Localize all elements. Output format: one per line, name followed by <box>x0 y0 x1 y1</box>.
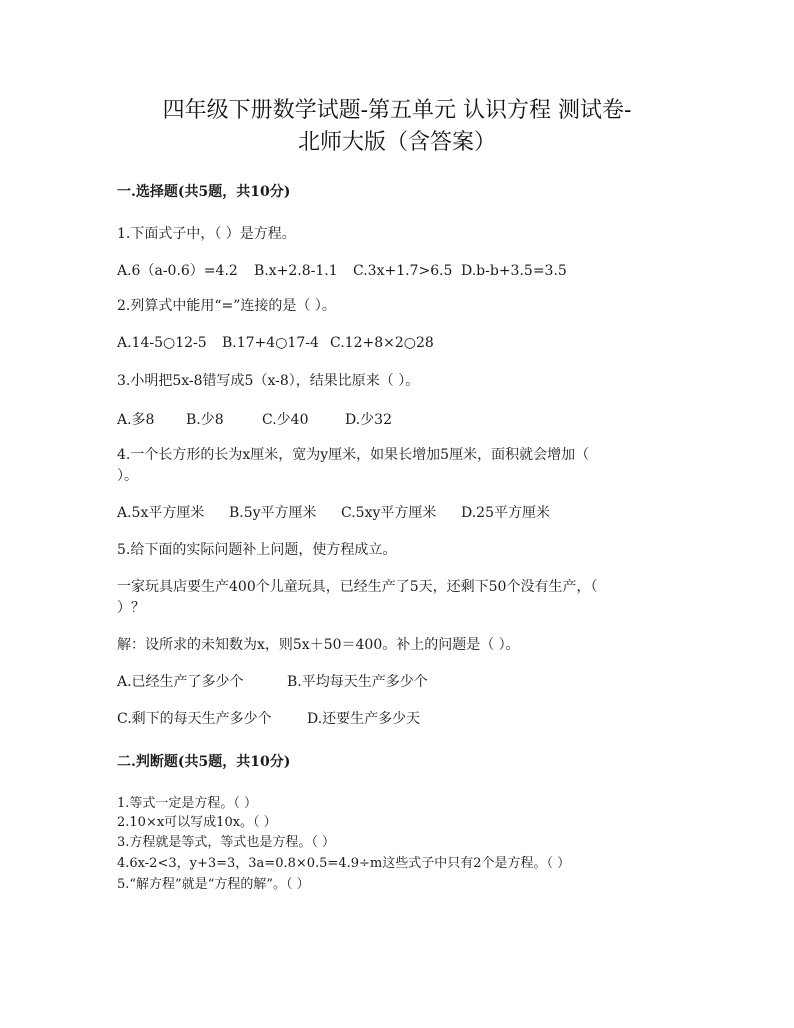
question-5-context-line-2: ）？ <box>117 600 145 616</box>
question-5-solution: 解：设所求的未知数为x，则5x＋50＝400。补上的问题是（ ）。 <box>117 637 520 653</box>
question-5-option-d: D.还要生产多少天 <box>307 711 421 727</box>
judgement-item-5: 5.“解方程”就是“方程的解”。（ ） <box>117 877 310 892</box>
judgement-item-4: 4.6x-2<3，y+3=3，3a=0.8×0.5=4.9÷m这些式子中只有2个是方程。（ ） <box>117 856 571 871</box>
question-5-options-row-2 <box>117 709 677 729</box>
question-1-option-b: B.x+2.8-1.1 <box>254 263 338 279</box>
question-1-text: 1.下面式子中，（ ）是方程。 <box>117 226 296 242</box>
question-3-option-d: D.少32 <box>345 412 392 428</box>
judgement-item-1: 1.等式一定是方程。（ ） <box>117 796 258 811</box>
document-title-line-2: 北师大版（含答案） <box>297 130 496 155</box>
question-2-options <box>117 333 677 353</box>
question-5-option-b: B.平均每天生产多少个 <box>287 674 428 690</box>
section-heading-choice: 一.选择题(共5题，共10分) <box>117 184 291 200</box>
question-1-option-a: A.6（a-0.6）=4.2 <box>117 263 238 279</box>
question-2-option-c: C.12+8×2○28 <box>330 335 434 351</box>
question-1-options <box>117 261 677 281</box>
question-3-option-b: B.少8 <box>186 412 224 428</box>
question-5-text: 5.给下面的实际问题补上问题，使方程成立。 <box>117 542 397 558</box>
question-4-option-a: A.5x平方厘米 <box>117 505 205 521</box>
question-5-options-row-1 <box>117 672 677 692</box>
question-5-option-c: C.剩下的每天生产多少个 <box>117 711 272 727</box>
question-4-option-b: B.5y平方厘米 <box>229 505 317 521</box>
question-1-option-d: D.b-b+3.5=3.5 <box>461 263 567 279</box>
question-5-context-line-1: 一家玩具店要生产400个儿童玩具，已经生产了5天，还剩下50个没有生产，（ <box>117 579 598 595</box>
question-3-text: 3.小明把5x-8错写成5（x-8），结果比原来（ ）。 <box>117 373 420 389</box>
question-2-option-b: B.17+4○17-4 <box>222 335 319 351</box>
question-3-options <box>117 410 677 430</box>
document-title-line-1: 四年级下册数学试题-第五单元 认识方程 测试卷- <box>162 98 632 123</box>
question-4-options <box>117 503 677 523</box>
question-4-option-d: D.25平方厘米 <box>461 505 550 521</box>
question-4-text-line-1: 4.一个长方形的长为x厘米，宽为y厘米，如果长增加5厘米，面积就会增加（ <box>117 447 590 463</box>
question-4-option-c: C.5xy平方厘米 <box>341 505 437 521</box>
question-5-option-a: A.已经生产了多少个 <box>117 674 244 690</box>
question-2-option-a: A.14-5○12-5 <box>117 335 207 351</box>
question-1-option-c: C.3x+1.7>6.5 <box>353 263 453 279</box>
question-4-text-line-2: ）。 <box>117 468 138 484</box>
section-heading-judgement: 二.判断题(共5题，共10分) <box>117 754 291 770</box>
question-2-text: 2.列算式中能用“=”连接的是（ ）。 <box>117 298 336 314</box>
judgement-item-3: 3.方程就是等式，等式也是方程。（ ） <box>117 835 336 850</box>
judgement-item-2: 2.10×x可以写成10x。（ ） <box>117 815 277 830</box>
question-3-option-a: A.多8 <box>117 412 155 428</box>
question-3-option-c: C.少40 <box>262 412 309 428</box>
